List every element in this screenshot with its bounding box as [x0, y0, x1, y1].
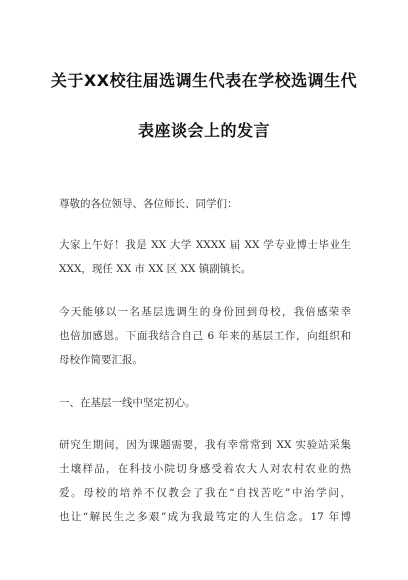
paragraph-line: 也让“解民生之多艰”成为我最笃定的人生信念。17 年博 [59, 511, 351, 523]
greeting-paragraph [59, 192, 351, 216]
document-title-line-2: 表座谈会上的发言 [137, 121, 270, 140]
paragraph-line: 研究生期间，因为课题需要，我有幸常常到 XX 实验站采集 [59, 439, 351, 451]
paragraph-line: 土壤样品，在科技小院切身感受着农大人对农村农业的热 [59, 463, 351, 475]
section-heading-text: 一、在基层一线中坚定初心。 [59, 397, 196, 409]
paragraph-introduction [59, 233, 351, 281]
paragraph-line: 大家上午好！我是 XX 大学 XXXX 届 XX 学专业博士毕业生 [59, 239, 351, 251]
paragraph-line: 爱。母校的培养不仅教会了我在“自找苦吃”中治学问， [59, 487, 351, 499]
paragraph-research-experience [59, 433, 351, 529]
greeting-line: 尊敬的各位领导、各位师长、同学们： [59, 198, 238, 210]
paragraph-line: XXX，现任 XX 市 XX 区 XX 镇副镇长。 [59, 263, 252, 275]
section-heading-1 [59, 391, 351, 415]
paragraph-line: 今天能够以一名基层选调生的身份回到母校，我倍感荣幸 [59, 306, 351, 318]
document-title-line-1: 关于XX校往届选调生代表在学校选调生代 [50, 71, 358, 90]
paragraph-line: 母校作简要汇报。 [59, 354, 143, 366]
paragraph-line: 也倍加感恩。下面我结合自己 6 年来的基层工作，向组织和 [59, 330, 351, 342]
paragraph-report-intro [59, 300, 351, 372]
